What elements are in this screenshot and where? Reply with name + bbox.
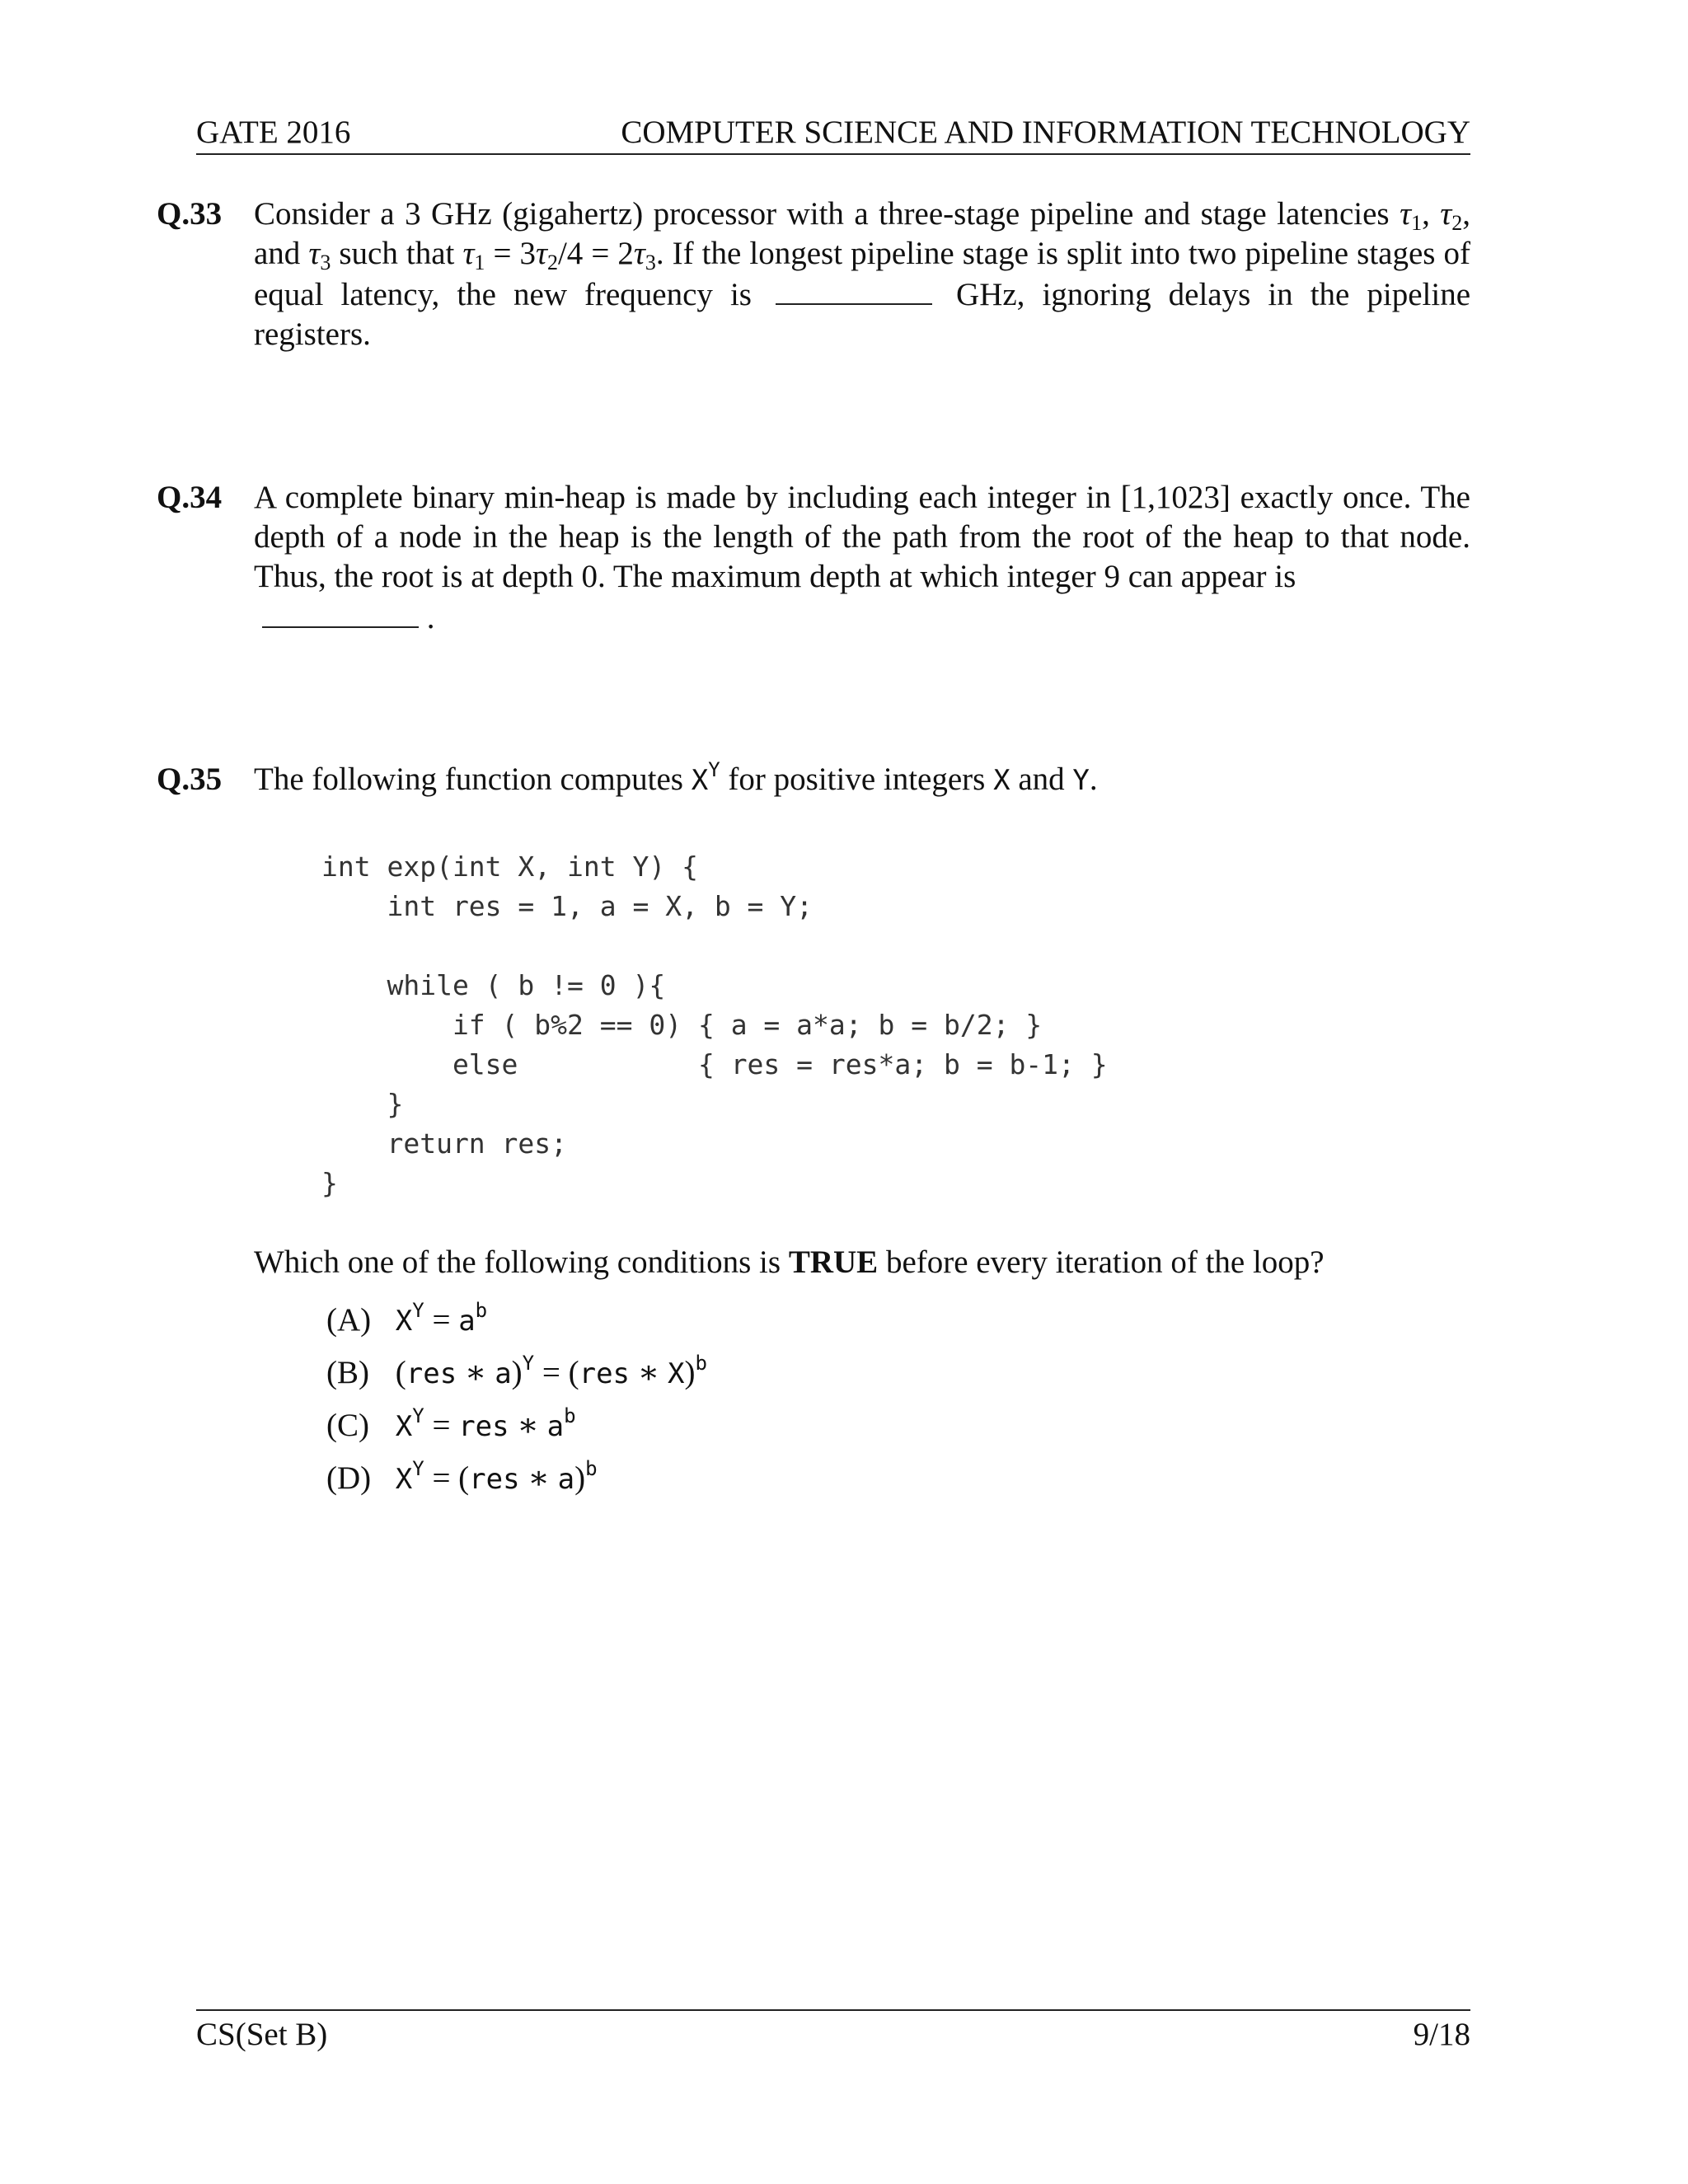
question-text: Consider a 3 GHz (gigahertz) processor with a three-stage pipeline and stage latencies $\tau_1$, $\tau_2$, and $\tau_3$ such that $\tau_1 = 3\tau_2/4 = 2\tau_3$. If the longest pipeline stage is split into two pipeline stages of equal latency, the new frequency is GHz, ignoring delays in the pipeline registers. bbox=[254, 196, 1470, 352]
option-a[interactable] bbox=[326, 1294, 707, 1347]
q34-text: A complete binary min-heap is made by including each integer in [1,1023] exactly once. The depth of a node in the heap is the length of the path from the root of the heap to that node. Thus, the root is at depth 0. The maximum depth at which integer 9 can appear is bbox=[254, 480, 1470, 594]
q33-text-1: Consider a 3 GHz (gigahertz) processor with a three-stage pipeline and stage latencies bbox=[254, 196, 1400, 232]
answer-options bbox=[326, 1294, 707, 1505]
code-line: return res; bbox=[321, 1127, 568, 1160]
question-text bbox=[254, 478, 1470, 638]
question-35 bbox=[157, 760, 1470, 800]
answer-blank[interactable] bbox=[262, 597, 419, 628]
code-line: int res = 1, a = X, b = Y; bbox=[321, 890, 814, 922]
var-y-sup: Y bbox=[708, 758, 720, 781]
code-block bbox=[321, 847, 1108, 1203]
question-text bbox=[254, 760, 1470, 800]
option-label: (C) bbox=[326, 1408, 369, 1443]
question-number: Q.35 bbox=[157, 762, 223, 797]
option-formula: $X^Y = a^b$ bbox=[395, 1299, 488, 1338]
option-c[interactable] bbox=[326, 1399, 707, 1452]
q33-text-2: , and bbox=[254, 196, 1470, 271]
page-footer bbox=[196, 2009, 1470, 2052]
followup-post: before every iteration of the loop? bbox=[878, 1244, 1325, 1280]
q34-end: . bbox=[426, 600, 435, 635]
page-header bbox=[196, 112, 1470, 155]
q33-text-4: . If the longest pipeline stage is split into two pipeline stages of equal latency, the new frequency is bbox=[254, 236, 1470, 312]
option-label: (A) bbox=[326, 1302, 372, 1338]
followup-bold: TRUE bbox=[788, 1244, 879, 1280]
option-label: (D) bbox=[326, 1460, 372, 1496]
option-b[interactable] bbox=[326, 1347, 707, 1399]
var-x: X bbox=[993, 764, 1010, 797]
code-line: } bbox=[321, 1167, 338, 1199]
question-number: Q.34 bbox=[157, 480, 223, 515]
exam-title: GATE 2016 bbox=[196, 115, 351, 150]
question-34 bbox=[157, 478, 1470, 638]
option-formula: (res ∗ a)$^Y$ = (res ∗ X)$^b$ bbox=[395, 1352, 707, 1390]
q35-intro-mid: for positive integers bbox=[720, 762, 994, 797]
code-line bbox=[321, 926, 1108, 966]
q35-intro-pre: The following function computes bbox=[254, 762, 692, 797]
option-d[interactable] bbox=[326, 1452, 707, 1505]
var-y: Y bbox=[1072, 764, 1090, 797]
option-label: (B) bbox=[326, 1355, 369, 1390]
page-number: 9/18 bbox=[1413, 2017, 1470, 2052]
q33-text-5: GHz, ignoring delays in the pipeline registers. bbox=[254, 277, 1470, 352]
code-line: } bbox=[321, 1088, 404, 1120]
option-formula: $X^Y = (res$ ∗ a)$^b$ bbox=[395, 1457, 598, 1496]
option-formula: $X^Y$ = res ∗ $a^b$ bbox=[395, 1404, 576, 1443]
q35-intro-end: . bbox=[1089, 762, 1098, 797]
code-line: int exp(int X, int Y) { bbox=[321, 851, 698, 883]
follow-up-question bbox=[254, 1243, 1325, 1282]
paper-set: CS(Set B) bbox=[196, 2017, 328, 2052]
var-x: X bbox=[691, 764, 709, 797]
followup-pre: Which one of the following conditions is bbox=[254, 1244, 789, 1280]
code-line: if ( b%2 == 0) { a = a*a; b = b/2; } bbox=[321, 1009, 1043, 1041]
code-line: else { res = res*a; b = b-1; } bbox=[321, 1048, 1108, 1080]
q35-intro-and: and bbox=[1010, 762, 1073, 797]
code-line: while ( b != 0 ){ bbox=[321, 969, 666, 1001]
subject-title: COMPUTER SCIENCE AND INFORMATION TECHNOLOGY bbox=[621, 115, 1470, 150]
question-number: Q.33 bbox=[157, 196, 223, 232]
question-33 bbox=[157, 194, 1470, 354]
answer-blank[interactable] bbox=[776, 274, 932, 305]
q33-text-3: such that bbox=[331, 236, 463, 271]
